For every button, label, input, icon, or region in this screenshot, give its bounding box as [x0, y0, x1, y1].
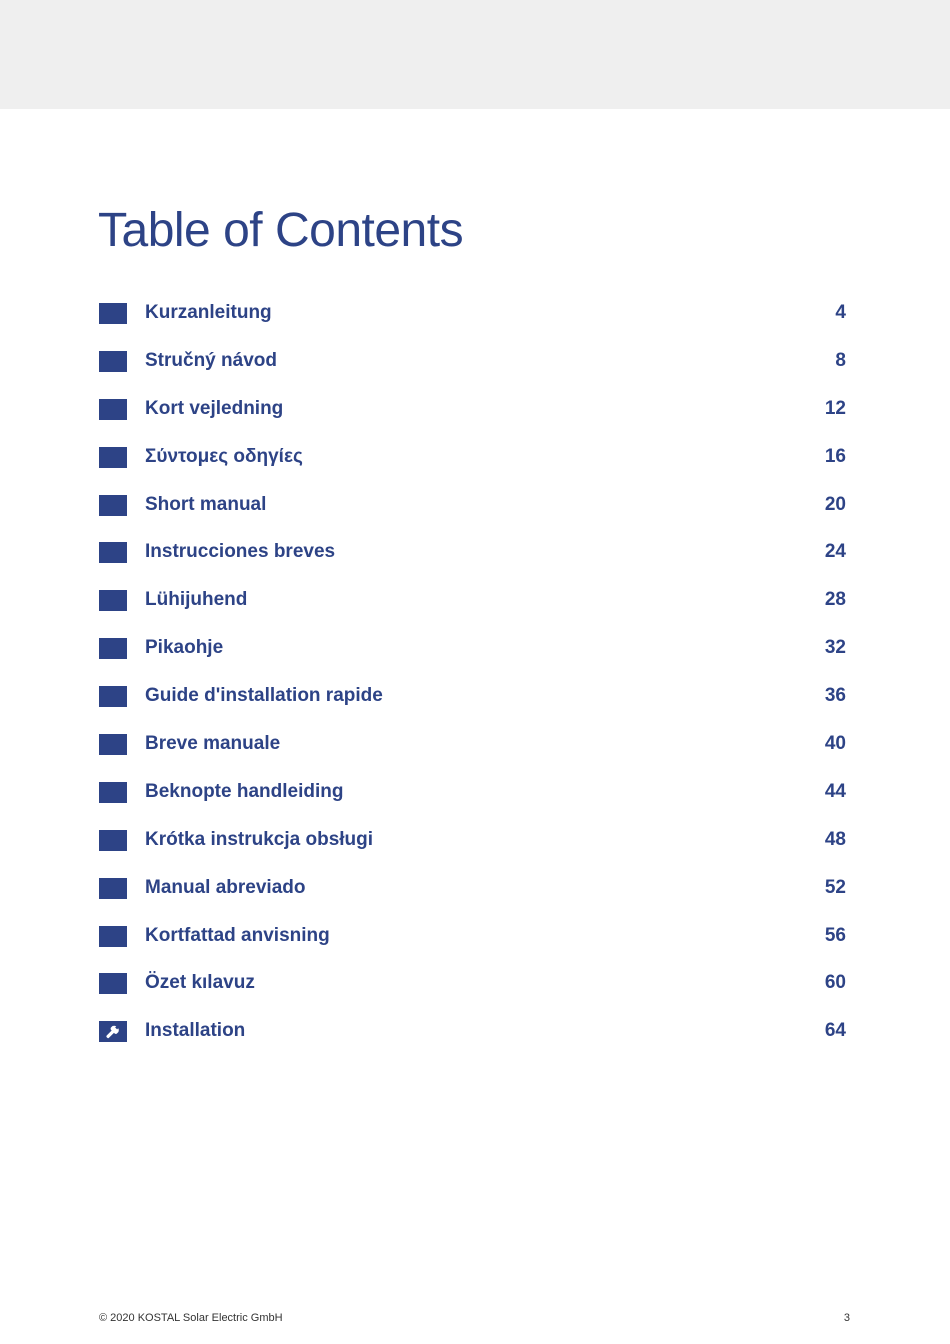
toc-entry[interactable] [99, 529, 846, 577]
toc-entry[interactable] [99, 817, 846, 865]
flag-gb-icon [99, 495, 127, 516]
toc-entry[interactable] [99, 290, 846, 338]
toc-entry-page[interactable]: 56 [824, 924, 846, 946]
toc-entry[interactable] [99, 721, 846, 769]
flag-es-icon [99, 542, 127, 563]
toc-entry[interactable] [99, 769, 846, 817]
toc-entry-label[interactable]: Lühijuhend [145, 589, 248, 611]
toc-entry-label[interactable]: Krótka instrukcja obsługi [145, 828, 374, 850]
toc-entry-label[interactable]: Breve manuale [145, 733, 281, 755]
toc-entry-label[interactable]: Manual abreviado [145, 876, 306, 898]
toc-entry-label[interactable]: Instrucciones breves [145, 541, 336, 563]
toc-entry-page[interactable]: 8 [835, 349, 846, 371]
toc-entry-label[interactable]: Installation [145, 1020, 246, 1042]
toc-entry-page[interactable]: 60 [824, 972, 846, 994]
toc-entry-page[interactable]: 12 [824, 397, 846, 419]
flag-pt-icon [99, 878, 127, 899]
toc-entry-page[interactable]: 28 [824, 589, 846, 611]
flag-it-icon [99, 734, 127, 755]
toc-entry-label[interactable]: Kort vejledning [145, 397, 284, 419]
table-of-contents [99, 290, 846, 1056]
flag-cz-icon [99, 351, 127, 372]
toc-entry[interactable] [99, 625, 846, 673]
toc-entry[interactable] [99, 673, 846, 721]
toc-entry[interactable] [99, 338, 846, 386]
toc-entry[interactable] [99, 386, 846, 434]
flag-de-icon [99, 303, 127, 324]
footer-page-number: 3 [843, 1312, 850, 1324]
toc-entry-label[interactable]: Özet kılavuz [145, 972, 255, 994]
toc-entry-label[interactable]: Beknopte handleiding [145, 780, 344, 802]
flag-nl-icon [99, 782, 127, 803]
wrench-icon [99, 1021, 127, 1042]
toc-entry-label[interactable]: Pikaohje [145, 637, 224, 659]
toc-entry[interactable] [99, 1008, 846, 1056]
toc-entry-page[interactable]: 36 [824, 685, 846, 707]
toc-entry-label[interactable]: Kurzanleitung [145, 302, 272, 323]
flag-tr-icon [99, 973, 127, 994]
toc-entry-page[interactable]: 16 [824, 445, 846, 467]
toc-entry-label[interactable]: Σύντομες οδηγίες [145, 445, 303, 467]
flag-se-icon [99, 926, 127, 947]
toc-entry[interactable] [99, 960, 846, 1008]
toc-entry[interactable] [99, 913, 846, 961]
footer-copyright: © 2020 KOSTAL Solar Electric GmbH [99, 1312, 283, 1324]
toc-entry-page[interactable]: 4 [835, 302, 846, 323]
toc-entry-label[interactable]: Short manual [145, 493, 267, 515]
toc-entry-page[interactable]: 48 [824, 828, 846, 850]
toc-entry[interactable] [99, 577, 846, 625]
toc-entry-page[interactable]: 52 [824, 876, 846, 898]
toc-entry-label[interactable]: Guide d'installation rapide [145, 685, 383, 707]
page-title: Table of Contents [98, 204, 464, 257]
flag-dk-icon [99, 399, 127, 420]
flag-pl-icon [99, 830, 127, 851]
toc-entry-page[interactable]: 64 [824, 1020, 846, 1042]
toc-entry[interactable] [99, 434, 846, 482]
flag-ee-icon [99, 590, 127, 611]
flag-fi-icon [99, 638, 127, 659]
toc-entry-page[interactable]: 40 [824, 733, 846, 755]
toc-entry-label[interactable]: Kortfattad anvisning [145, 924, 330, 946]
toc-entry-page[interactable]: 20 [824, 493, 846, 515]
toc-entry[interactable] [99, 865, 846, 913]
flag-fr-icon [99, 686, 127, 707]
toc-entry-page[interactable]: 32 [824, 637, 846, 659]
toc-entry-page[interactable]: 24 [824, 541, 846, 563]
toc-entry-label[interactable]: Stručný návod [145, 349, 277, 371]
toc-entry[interactable] [99, 482, 846, 530]
flag-gr-icon [99, 447, 127, 468]
header-band [0, 0, 950, 109]
toc-entry-page[interactable]: 44 [824, 780, 846, 802]
